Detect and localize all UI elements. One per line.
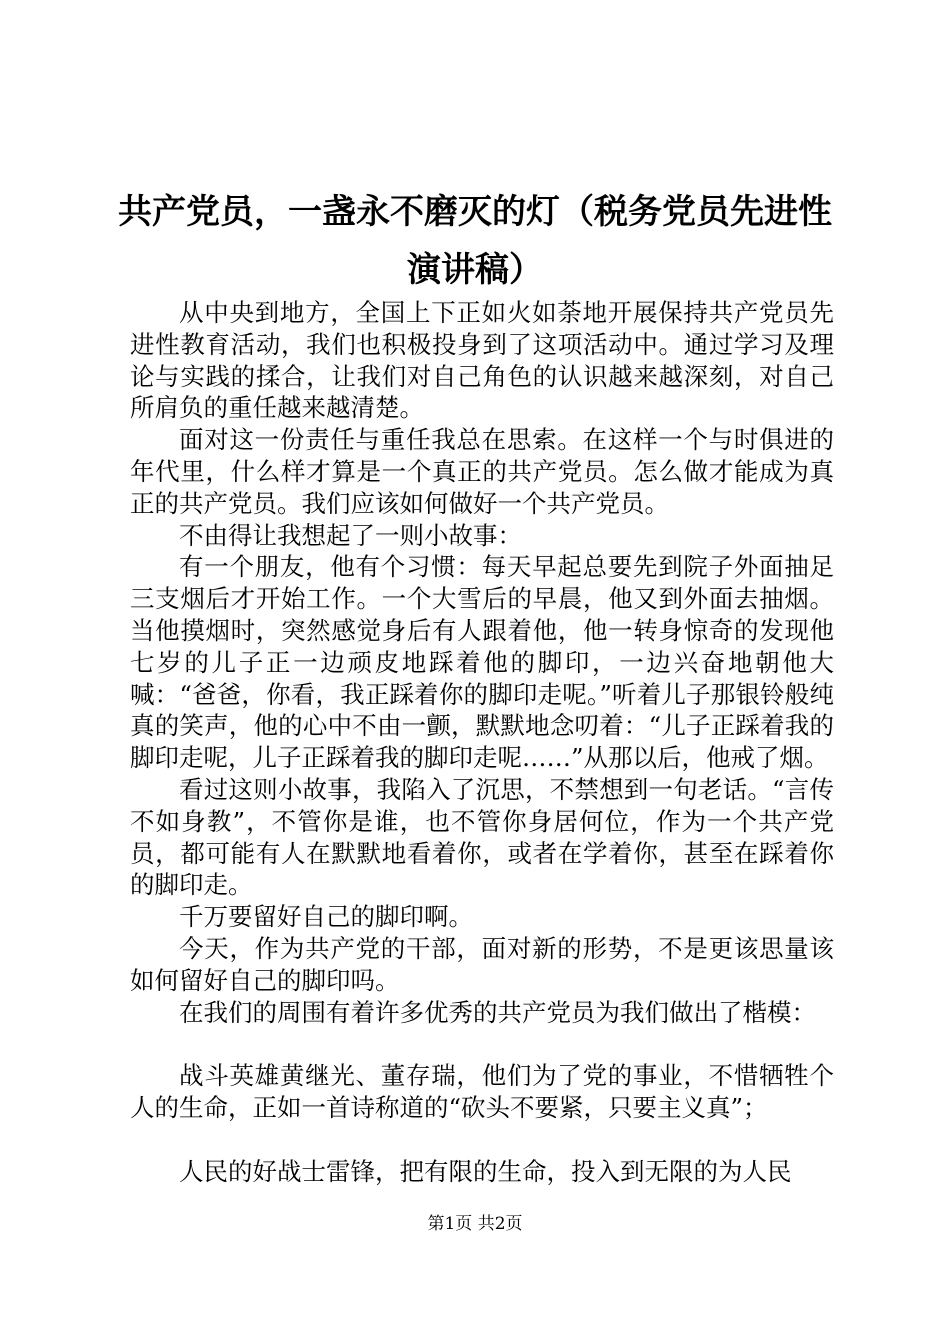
- paragraph: 人民的好战士雷锋，把有限的生命，投入到无限的为人民: [179, 1156, 792, 1186]
- document-body: [130, 297, 834, 1188]
- document-title: 共产党员，一盏永不磨灭的灯（税务党员先进性演讲稿）: [118, 192, 832, 290]
- paragraph: 战斗英雄黄继光、董存瑞，他们为了党的事业，不惜牺牲个人的生命，正如一首诗称道的“砍头不要紧，只要主义真”；: [130, 1061, 834, 1123]
- paragraph: 看过这则小故事，我陷入了沉思，不禁想到一句老话。“言传不如身教”，不管你是谁，也不管你身居何位，作为一个共产党员，都可能有人在默默地看着你，或者在学着你，甚至在踩着你的脚印走。: [130, 774, 834, 900]
- paragraph: 有一个朋友，他有个习惯：每天早起总要先到院子外面抽足三支烟后才开始工作。一个大雪后的早晨，他又到外面去抽烟。当他摸烟时，突然感觉身后有人跟着他，他一转身惊奇的发现他七岁的儿子正一边顽皮地踩着他的脚印，一边兴奋地朝他大喊：“爸爸，你看，我正踩着你的脚印走呢。”听着儿子那银铃般纯真的笑声，他的心中不由一颤，默默地念叨着：“儿子正踩着我的脚印走呢，儿子正踩着我的脚印走呢……”从那以后，他戒了烟。: [130, 552, 834, 773]
- paragraph: 千万要留好自己的脚印啊。: [179, 902, 473, 932]
- page-number-footer: 第1页 共2页: [427, 1214, 523, 1234]
- paragraph: 在我们的周围有着许多优秀的共产党员为我们做出了楷模：: [179, 997, 816, 1027]
- paragraph: 从中央到地方，全国上下正如火如荼地开展保持共产党员先进性教育活动，我们也积极投身到了这项活动中。通过学习及理论与实践的揉合，让我们对自己角色的认识越来越深刻，对自己所肩负的重任越来越清楚。: [130, 298, 834, 423]
- paragraph: 面对这一份责任与重任我总在思索。在这样一个与时俱进的年代里，什么样才算是一个真正的共产党员。怎么做才能成为真正的共产党员。我们应该如何做好一个共产党员。: [130, 425, 834, 518]
- paragraph: 不由得让我想起了一则小故事：: [179, 520, 522, 550]
- paragraph: 今天，作为共产党的干部，面对新的形势，不是更该思量该如何留好自己的脚印吗。: [130, 933, 834, 995]
